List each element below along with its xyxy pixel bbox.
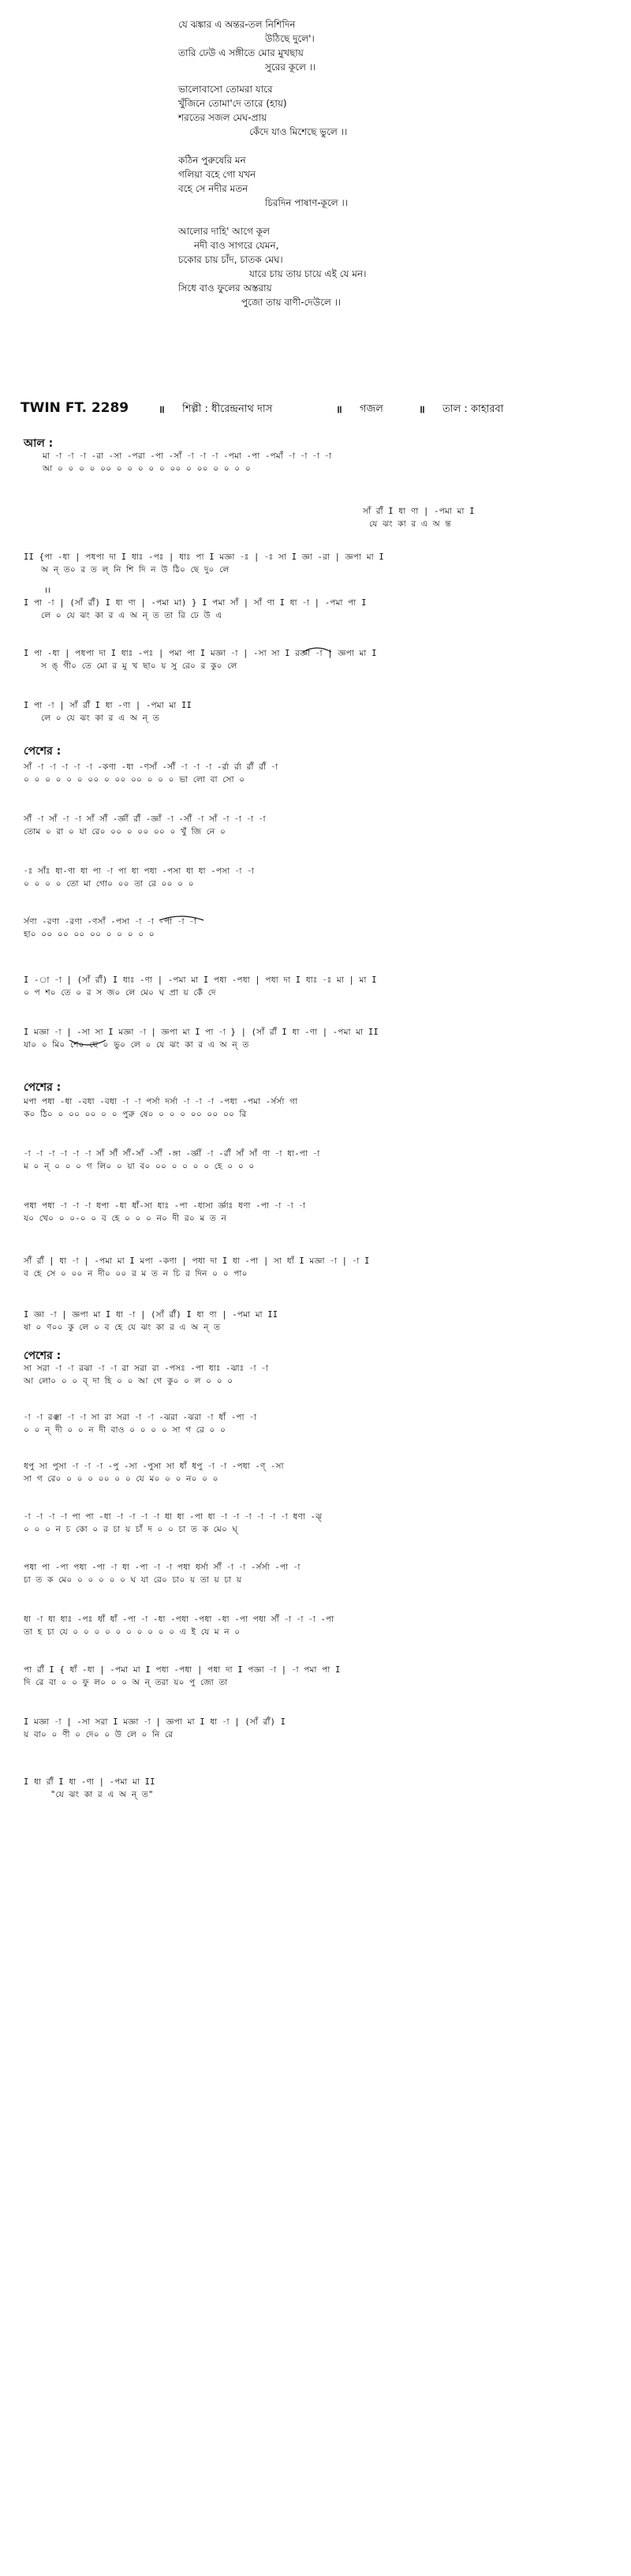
notation-line: -া -া রঞ্ঝা -া -া সা রা সরা -া -া -ঝরা -ঝরা -া ধাঁ -পা -া: [24, 1413, 257, 1422]
notation-line: পা র্রাঁ I { ধাঁ -ধা | -পমা মা I পধা -পধা | পধা দা I পজ্ঞা -া | -া পমা পা I: [24, 1665, 341, 1675]
lyric-syllables: স ঙ্ গী০ তে মো র মু খ ছা০ য় সু রে০ র কু০ লে: [41, 661, 237, 671]
notation-line: সা সরা -া -া রঝা -া -া রা সরা রা -পসঃ -পা ধাঃ -ঝাঃ -া -া: [24, 1364, 269, 1373]
notation-line: I -া -া | (সাঁ র্রাঁ) I ধাঃ -ণা | -পমা মা I পধা -পধা | পধা দা I ধাঃ -ঃ মা | মা I: [24, 975, 377, 985]
section-aal-label: আল :: [24, 437, 54, 450]
lyric-line: ভালোবাসো তোমরা যারে: [178, 84, 273, 95]
lyric-line: চকোর চায় চাঁদ, চাতক মেঘ।: [178, 254, 283, 265]
lyric-line: বহে সে নদীর মতন: [178, 183, 248, 194]
notation-line: -া -া -া -া পা পা -ধা -া -া -া -া ধা ধা -পা ধা -া -া -া -া -া -া ধণা -ঝ্: [24, 1512, 323, 1522]
notation-line: র্সাঁ র্রাঁ | ধা -া | -পমা মা I মপা -কণা | পধা দা I ধা -পা | সা ধাঁ I মজ্ঞা -া | -া I: [24, 1256, 370, 1266]
notation-line: -া -া -া -া -া -া সাঁ র্সাঁ র্সাঁ-সাঁ -র্সাঁ -ঙ্গা -র্জ্ঞাঁ -া -র্রাঁ সাঁ সাঁ ণা -া ধা-পা -া: [24, 1149, 320, 1159]
lyric-line: আলোর দাহি' আগে কূল: [178, 226, 271, 237]
lyric-line: চিরদিন পাষাণ-কূলে ।।: [265, 197, 349, 208]
notation-line: I জ্ঞা -া | জ্ঞপা মা I ধা -া | (সাঁ র্রাঁ) I ধা ণা | -পমা মা II: [24, 1310, 278, 1320]
notation-line: II {পা -ধা | পধপা দা I ধাঃ -পঃ | ধাঃ পা I মজ্ঞা -ঃ | -ঃ সা I জ্ঞা -রা | জ্ঞপা মা I: [24, 552, 384, 562]
lyric-syllables: আ লো০ ০ ০ ব্ দা হি ০ ০ আ গে কু০ ০ ল ০ ০ ০: [24, 1376, 233, 1386]
lyric-syllables: ষা ০ ণ০০ কু লে ০ ব হে যে ঝং কা র এ অ ন্ ত: [24, 1323, 221, 1332]
lyric-line: তারি ঢেউ এ সঙ্গীতে মোর মুখছায়: [178, 47, 304, 58]
lyric-line: কেঁদে যাও মিশেছে ভুলে ।।: [249, 126, 348, 137]
section-pesher-3-label: পেশের :: [24, 1350, 62, 1362]
lyric-line: শরতের সজল মেঘ-প্রায়: [178, 112, 267, 123]
notation-line: পধা পধা -া -া -া ধপা -ধা ধাঁ-সা ধাঃ -পা -ধাসা র্জ্ঞাঃ ধণা -পা -া -া -া: [24, 1201, 306, 1211]
record-header: [21, 400, 620, 421]
notation-line: I ধা র্রাঁ I ধা -ণা | -পমা মা II: [24, 1777, 155, 1787]
notation-line: ধা -া ধা ধাঃ -পঃ ধাঁ ধাঁ -পা -া -ধা -পধা -পধা -ধা -পা পধা র্সাঁ -া -া -া -পা: [24, 1615, 334, 1624]
lyric-syllables: ক০ ঠি০ ০ ০০ ০০ ০ ০ পুরু ষে০ ০ ০ ০ ০০ ০০ ০০ রি: [24, 1110, 247, 1119]
lyric-syllables: ০ প শ০ তে ০ র স জ০ লে মে০ ঘ প্রা য় কেঁ দে: [24, 988, 216, 998]
notation-line: I মজ্ঞা -া | -সা সা I মজ্ঞা -া | জ্ঞপা মা I পা -া } | (সাঁ র্রাঁ I ধা -ণা | -পমা মা II: [24, 1028, 379, 1037]
notation-line: মা -া -া -া -রা -সা -পরা -পা -সাঁ -া -া -া -পমা -পা -পমাঁ -া -া -া -া: [43, 451, 332, 461]
lyric-syllables: ০ ০ ০ ০ তো মা গো০ ০০ তা রে ০০ ০ ০: [24, 879, 194, 889]
lyric-syllables: তা হ চা যে ০ ০ ০ ০ ০ ০ ০ ০ ০ ০ এ ই যে ম ন ০: [24, 1627, 241, 1637]
lyric-line: নদী বাও সাগরে যেমন,: [194, 240, 279, 251]
notation-line: I মজ্ঞা -া | -সা সরা I মজ্ঞা -া | জ্ঞপা মা I ধা -া | (সাঁ র্রাঁ) I: [24, 1717, 286, 1727]
lyric-line: খুঁজিনে তোমা'দে তারে (হায়): [178, 98, 287, 109]
notation-line: সাঁ -া -া -া -া -া -কণা -ধা -ণসাঁ -র্সাঁ -া -া -া -র্রা র্রা র্রাঁ র্রাঁ -া: [24, 762, 278, 772]
lyric-line: সুরের কূলে ।।: [265, 62, 316, 73]
lyric-syllables: চা ত ক মে০ ০ ০ ০ ০ ০ ঘ যা রে০ চা০ য় তা য় চা য়: [24, 1575, 242, 1585]
notation-line: -ঃ সাঁঃ ধা-ণা ধা পা -া পা ধা পধা -পসা ধা ধা -পসা -া -া: [24, 867, 255, 876]
lyric-line: পুজো তায় বাণী-দেউলে ।।: [241, 297, 342, 308]
notation-line: ধপু সা পুসা -া -া -া -পু -সা -পুসা সা ধাঁ ধপু -া -া -পধা -ণ্ -সা: [24, 1462, 284, 1471]
lyric-syllables: যে ঝং কা র এ অ ন্ত: [369, 519, 451, 529]
separator: ॥: [336, 404, 342, 416]
lyric-syllables: ব হে সে ০ ০০ ন দী০ ০০ র ম ত ন চি র দিন ০ ০ পা০: [24, 1269, 248, 1279]
lyric-syllables: ০ ০ ০ ০ ০ ০ ০০ ০ ০০ ০০ ০ ০ ০ ভা লো বা সো ০: [24, 775, 245, 784]
notation-line: সাঁ র্রাঁ I ধা ণা | -পমা মা I: [363, 507, 475, 516]
singer: শিল্পী : ধীরেন্দ্রনাথ দাস: [182, 403, 273, 415]
taal: তাল : কাহারবা: [442, 403, 504, 415]
separator: ॥: [159, 404, 165, 416]
lyric-syllables: তোম ০ রা ০ যা রে০ ০০ ০ ০০ ০০ ০ খুঁ জি নে ০: [24, 827, 226, 837]
section-pesher-1-label: পেশের :: [24, 745, 62, 758]
lyric-syllables: লে ০ যে ঝং কা র এ অ ন্ ত: [41, 713, 159, 723]
notation-line: I পা -া | (সাঁ র্রাঁ) I ধা ণা | -পমা মা) } I পমা সাঁ | সাঁ ণা I ধা -া | -পমা পা I: [24, 598, 367, 608]
lyric-syllables: য০ খে০ ০ ০-০ ০ ব হে ০ ০ ০ ন০ দী র০ ম ত ন: [24, 1214, 227, 1223]
lyric-syllables: সা গ রে০ ০ ০ ০ ০০ ০ ০ যে ম০ ০ ০ ন০ ০ ০: [24, 1474, 218, 1484]
lyric-syllables: ০ ০ ০ ন চ কো ০ র চা য় চাঁ দ ০ ০ চা ত ক মে০ ঘ্: [24, 1525, 238, 1534]
lyric-line: যারে চায় তায় চায়ে এই যে মন।: [249, 268, 367, 279]
notation-line: I পা -া | সাঁ র্রাঁ I ধা -ণা | -পমা মা II: [24, 701, 192, 710]
genre: গজল: [360, 403, 383, 415]
meend-slur: [68, 1039, 107, 1048]
lyric-syllables: "যে ঝং কা র এ অ ন্ ত": [50, 1790, 154, 1799]
lyric-syllables: ম ০ ন্ ০ ০ ০ গ লি০ ০ য়া ব০ ০০ ০ ০ ০ ০ হে ০ ০ ০: [24, 1162, 255, 1171]
lyric-syllables: দি রে বা ০ ০ ফু ল০ ০ ০ অ ন্ তরা য়০ পু জো তা: [24, 1678, 228, 1687]
notation-line: মপা পধা -ধা -বধা -বধা -া -া পর্সা দর্সা -া -া -া -পধা -পমা -র্সর্সা গা: [24, 1097, 298, 1106]
lyric-syllables: আ ০ ০ ০ ০ ০০ ০ ০ ০ ০ ০ ০০ ০ ০০ ০ ০ ০ ০: [43, 464, 251, 474]
separator: ॥: [419, 404, 425, 416]
lyric-syllables: হা০ ০০ ০০ ০০ ০০ ০ ০ ০ ০ ০: [24, 930, 155, 939]
lyric-line: যে ঝঙ্কার এ অন্তর-তল নিশিদিন: [178, 19, 296, 30]
notation-line: I পা -ধা | পধপা দা I ধাঃ -পঃ | পমা পা I মজ্ঞা -া | -সা সা I রজ্ঞা -া | জ্ঞপা মা I: [24, 649, 377, 658]
lyric-syllables: অ ন্ ত০ র ত ল্ নি শি দি ন উ ঠি০ ছে দু০ লে: [41, 565, 230, 575]
repeat-mark: ।।: [44, 586, 51, 595]
lyric-syllables: লে ০ যে ঝং কা র এ অ ন্ ত তা রি ঢে উ এ: [41, 611, 222, 620]
record-code: TWIN FT. 2289: [21, 400, 129, 416]
notation-line: পধা পা -পা পধা -পা -া ধা -পা -া -া পধা ধর্সা র্সাঁ -া -া -র্সর্সা -পা -া: [24, 1563, 301, 1572]
lyric-line: গলিয়া বহে গো যখন: [178, 169, 256, 180]
lyric-syllables: যা০ ০ মি০ শে০ ছে ০ ভু০ লে ০ যে ঝং কা র এ অ ন্ ত: [24, 1040, 249, 1050]
meend-slur: [301, 646, 333, 653]
section-pesher-2-label: পেশের :: [24, 1081, 62, 1094]
lyric-line: সিধে বাও ফুলের অস্তরায়: [178, 283, 272, 294]
lyric-line: উঠিছে দুলে'।: [265, 33, 315, 44]
lyric-line: কঠিন পুরুষেরি মন: [178, 155, 246, 166]
meend-slur: [158, 914, 205, 922]
lyric-syllables: য় বা০ ০ ণী ০ দে০ ০ উ লে ০ নি রে: [24, 1730, 174, 1739]
lyric-syllables: ০ ০ ন্ দী ০ ০ ন দী বাও ০ ০ ০ ০ সা গ রে ০ ০: [24, 1425, 226, 1435]
notation-line: র্সাঁ -া সাঁ -া -া সাঁ র্সাঁ -র্জ্ঞাঁ র্রাঁ -জ্ঞাঁ -া -র্সাঁ -া সাঁ -া -া -া -া: [24, 814, 266, 824]
notation-line: র্সণা -রণা -রণা -ণসাঁ -পসা -া -া -পা -া -া: [24, 917, 197, 927]
